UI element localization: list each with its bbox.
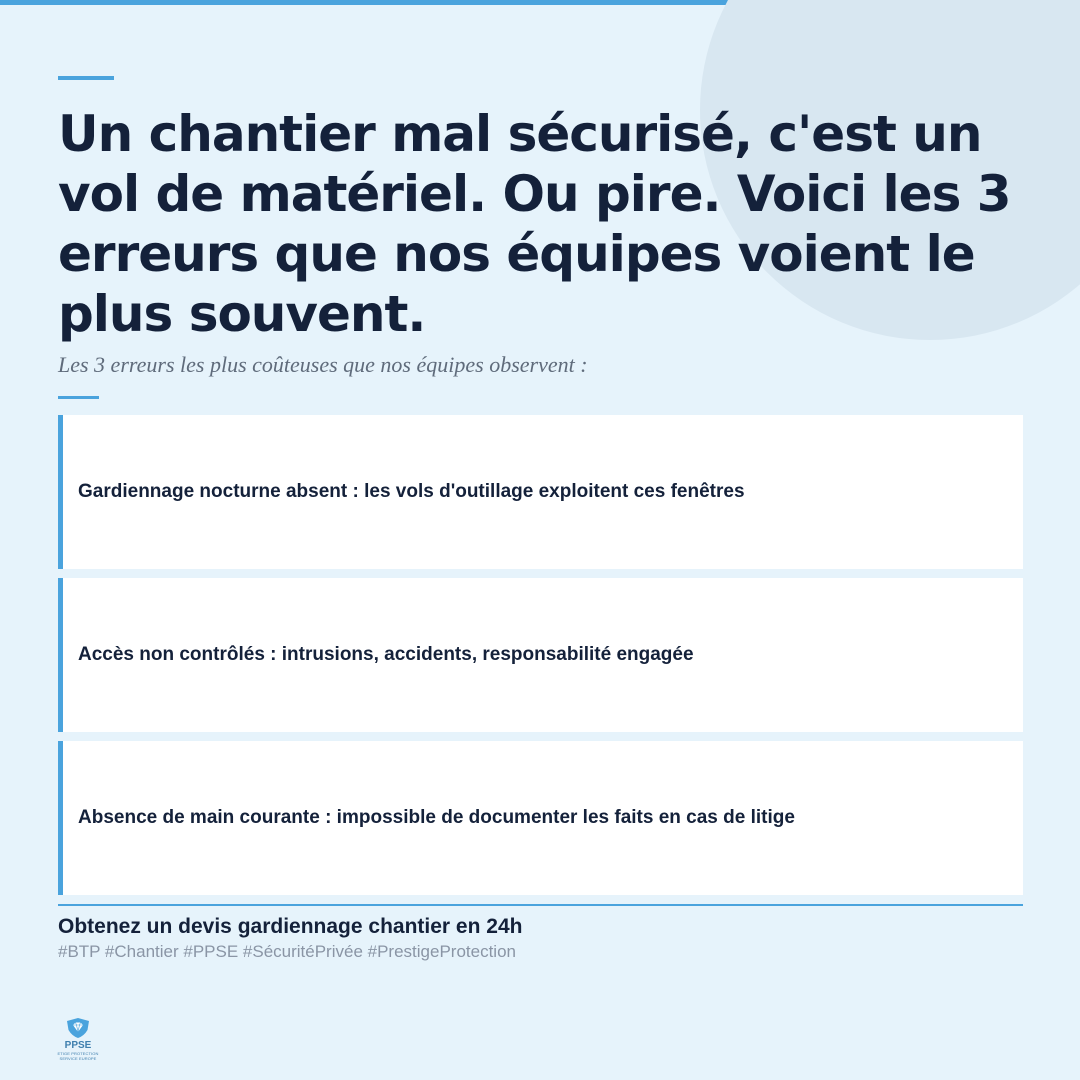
subtitle: Les 3 erreurs les plus coûteuses que nos équipes observent : xyxy=(58,352,588,377)
subtitle-accent-line xyxy=(58,396,99,399)
logo-name: PPSE xyxy=(64,1040,92,1051)
logo-tagline: ETIGE PROTECTION SERVICE EUROPE xyxy=(57,1051,99,1061)
call-to-action: Obtenez un devis gardiennage chantier en 24h xyxy=(58,915,523,938)
title-accent-line xyxy=(58,76,114,80)
error-card-text: Absence de main courante : impossible de documenter les faits en cas de litige xyxy=(78,807,795,828)
error-card-text: Gardiennage nocturne absent : les vols d'outillage exploitent ces fenêtres xyxy=(78,481,745,502)
ppse-logo xyxy=(56,1017,100,1061)
hashtags: #BTP #Chantier #PPSE #SécuritéPrivée #PrestigeProtection xyxy=(58,942,516,961)
error-card xyxy=(58,578,1023,732)
footer-divider xyxy=(58,904,1023,906)
error-card xyxy=(58,741,1023,895)
shield-diamond-icon xyxy=(65,1017,91,1039)
error-card-text: Accès non contrôlés : intrusions, accidents, responsabilité engagée xyxy=(78,644,694,665)
headline: Un chantier mal sécurisé, c'est un vol de matériel. Ou pire. Voici les 3 erreurs que nos équipes voient le plus souvent. xyxy=(58,105,1011,343)
error-card xyxy=(58,415,1023,569)
error-card-list xyxy=(58,415,1023,904)
